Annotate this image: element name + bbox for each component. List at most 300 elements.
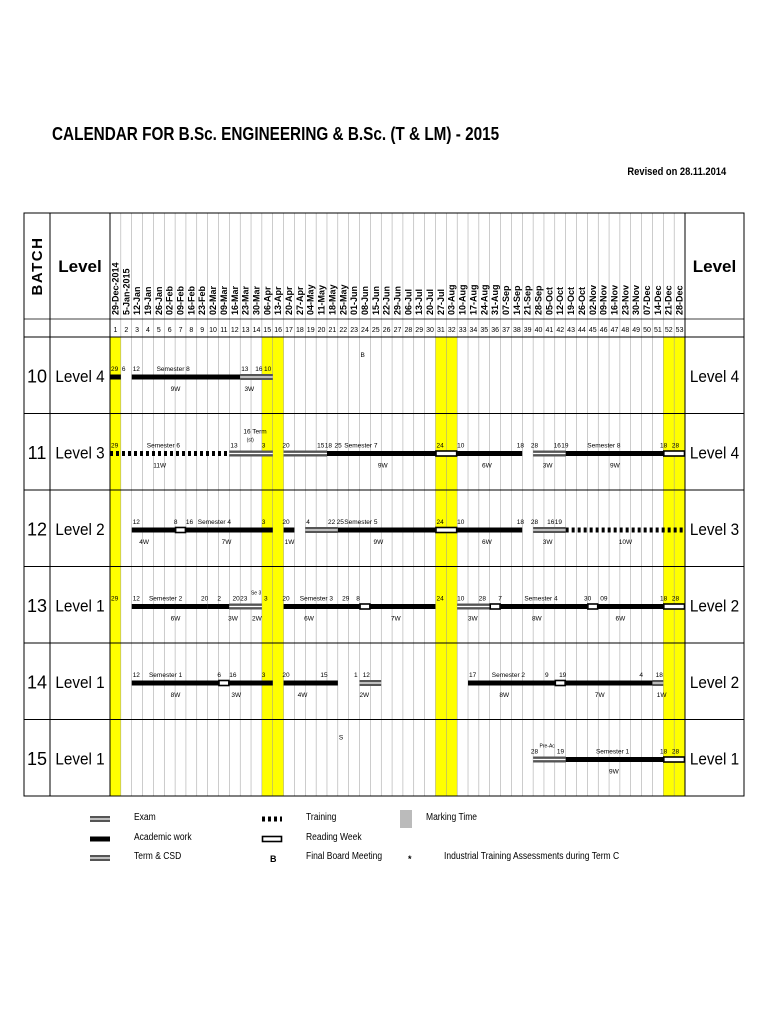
level-right: Level 3 <box>689 520 740 540</box>
row-13-academic-segment <box>598 604 663 609</box>
week-date-label: 11-May <box>316 284 327 315</box>
row-14-academic-segment <box>132 681 219 686</box>
row-14-label: Semester 1 <box>148 672 183 679</box>
week-number: 3 <box>135 327 140 334</box>
reading-week-bar <box>490 604 500 609</box>
week-number: 27 <box>393 327 402 334</box>
reading-week-bar <box>360 604 370 609</box>
academic-bar <box>457 451 522 456</box>
row-15-label: Semester 1 <box>595 748 630 756</box>
row-13-label: 28 <box>671 595 680 603</box>
academic-bar <box>457 528 522 533</box>
row-13-reading-segment <box>664 604 685 609</box>
week-number: 34 <box>469 327 478 334</box>
row-12-exam-segment <box>305 527 338 533</box>
academic-bar <box>229 681 272 686</box>
week-number: 21 <box>328 327 337 334</box>
row-13-label: 6W <box>615 615 626 623</box>
week-number: 51 <box>653 327 662 334</box>
week-number: 38 <box>512 327 521 334</box>
row-14-label: 12 <box>132 672 140 679</box>
reading-week-bar <box>176 528 186 533</box>
row-12-academic-segment <box>186 528 273 533</box>
row-14-label: 20 <box>282 672 290 679</box>
week-date-label: 01-Jun <box>349 285 360 315</box>
week-number: 33 <box>458 327 467 334</box>
row-12-label: 12 <box>132 519 140 526</box>
week-date-label: 31-Aug <box>490 284 501 315</box>
week-number: 49 <box>632 327 641 334</box>
week-date-label: 08-Jun <box>359 285 370 315</box>
week-date-label: 20-Apr <box>284 286 295 315</box>
row-13-label: 3 <box>263 595 268 603</box>
week-number: 41 <box>545 327 554 334</box>
row-14-label: 9 <box>544 672 549 679</box>
legend-term-csd-label: Term & CSD <box>134 851 182 862</box>
week-date-label: 03-Aug <box>446 284 457 315</box>
row-10-label: 16 <box>255 366 263 373</box>
row-13-label: 7W <box>390 615 401 623</box>
reading-week-bar <box>436 528 457 533</box>
row-12-reading-segment <box>176 528 186 533</box>
row-13-label: Se 3 <box>250 590 262 597</box>
academic-bar <box>468 681 555 686</box>
row-11-label: Semester 6 <box>146 442 181 450</box>
legend-industrial-training-assessments-during-term-c-label: Industrial Training Assessments during Term C <box>444 851 620 862</box>
level-left: Level 1 <box>55 597 105 616</box>
level-right: Level 1 <box>689 750 740 769</box>
batch-number: 13 <box>26 595 48 616</box>
row-11-exam-segment <box>284 451 327 457</box>
row-13-label: 6W <box>304 615 314 623</box>
row-12-label: 20 <box>282 519 290 526</box>
week-number: 43 <box>567 327 575 334</box>
row-12-label: 16 <box>185 519 194 526</box>
row-11-label: 13 <box>230 442 238 450</box>
week-number: 15 <box>263 327 272 334</box>
row-12-label: 25 <box>336 519 344 526</box>
week-date-label: 06-Apr <box>262 286 273 315</box>
week-number: 20 <box>317 327 326 334</box>
week-number: 8 <box>189 327 194 334</box>
row-15-exam-segment <box>533 757 566 763</box>
row-10-label: 29 <box>111 366 119 373</box>
level-left: Level 2 <box>55 520 105 540</box>
week-number: 19 <box>306 327 315 334</box>
week-date-label: 21-Dec <box>663 285 674 315</box>
week-number: 26 <box>382 327 391 334</box>
row-12-label: 6W <box>482 539 492 546</box>
week-date-label: 23-Nov <box>620 284 631 315</box>
week-number: 9 <box>200 327 205 334</box>
row-14-label: 2W <box>359 692 370 699</box>
week-number: 14 <box>252 327 261 334</box>
week-number: 53 <box>675 327 684 334</box>
row-13-label: 2 <box>217 595 221 603</box>
reading-week-bar <box>588 604 598 609</box>
row-12-academic-segment <box>457 528 522 533</box>
row-11-academic-segment <box>457 451 522 456</box>
row-13-label: 8 <box>356 595 360 603</box>
row-14-exam-segment <box>652 680 663 686</box>
row-14-label: 17 <box>469 672 477 679</box>
row-13-label: 2W <box>252 615 262 623</box>
row-11-label: 18 <box>516 442 524 450</box>
level-header-right: Level <box>692 257 737 276</box>
row-12-exam-segment <box>533 527 566 533</box>
row-13-label: 28 <box>478 595 487 603</box>
row-10-label: Semester 8 <box>156 366 190 373</box>
legend-industrial-training-assessments-during-term-c-symbol: * <box>408 854 412 864</box>
row-13-label: 6W <box>170 615 181 623</box>
week-date-label: 21-Sep <box>522 285 533 315</box>
row-14-label: 3 <box>261 672 266 679</box>
row-13-label: 12 <box>132 595 140 603</box>
row-13-academic-segment <box>208 604 230 609</box>
row-12-label: 3W <box>542 539 553 546</box>
week-number: 10 <box>209 327 217 334</box>
week-date-label: 16-Mar <box>229 285 240 315</box>
row-12-label: 7W <box>221 539 232 546</box>
row-14-academic-segment <box>229 681 272 686</box>
row-12-label: 4W <box>139 539 149 546</box>
week-date-label: 02-Mar <box>208 285 219 315</box>
academic-bar <box>132 375 240 380</box>
batch-header: BATCH <box>29 236 46 296</box>
week-number: 1 <box>113 327 118 334</box>
week-number: 42 <box>556 327 565 334</box>
week-date-label: 28-Sep <box>533 285 544 315</box>
week-date-label: 19-Oct <box>566 286 577 315</box>
reading-week-bar <box>555 681 565 686</box>
week-date-label: 27-Jul <box>435 288 446 315</box>
row-12-label: 18 <box>516 519 524 526</box>
week-number: 30 <box>426 327 434 334</box>
row-11-label: 16 <box>553 442 561 450</box>
legend-exam-swatch <box>90 816 110 822</box>
week-date-label: 12-Oct <box>555 286 566 315</box>
week-date-label: 04-May <box>305 284 316 315</box>
page-title: CALENDAR FOR B.Sc. ENGINEERING & B.Sc. (T & LM) - 2015 <box>52 124 500 144</box>
week-number: 47 <box>610 327 619 334</box>
week-date-label: 30-Mar <box>251 285 262 315</box>
academic-bar <box>284 528 295 533</box>
row-12-label: Semester 5 <box>344 519 378 526</box>
batch-number: 10 <box>26 366 48 387</box>
row-13-label: 30 <box>584 595 592 603</box>
row-15-academic-segment <box>566 757 664 762</box>
legend-marking-time-swatch <box>400 810 412 828</box>
week-date-label: 26-Oct <box>576 286 587 315</box>
level-right: Level 4 <box>689 367 740 387</box>
week-date-label: 16-Nov <box>609 284 620 315</box>
academic-bar <box>132 604 208 609</box>
week-date-label: 14-Dec <box>652 285 663 315</box>
row-11-label: Semester 7 <box>344 442 378 450</box>
level-header-left: Level <box>58 257 102 276</box>
row-13-label: Semester 2 <box>148 595 183 603</box>
row-14-academic-segment <box>468 681 555 686</box>
week-date-label: 07-Sep <box>500 285 511 315</box>
row-10-academic-segment <box>110 375 121 380</box>
week-date-label: 13-Apr <box>273 286 284 315</box>
row-13-academic-segment <box>370 604 435 609</box>
reading-week-bar <box>664 604 685 609</box>
week-date-label: 09-Mar <box>218 285 229 315</box>
week-number: 36 <box>491 327 500 334</box>
academic-bar <box>338 528 436 533</box>
week-number: 25 <box>371 327 380 334</box>
row-10-term-segment <box>240 374 273 380</box>
legend-marking-time-label: Marking Time <box>426 812 478 823</box>
row-15-label: 19 <box>556 748 565 756</box>
row-15-reading-segment <box>664 757 685 762</box>
row-10-label: 3W <box>244 386 255 393</box>
academic-bar <box>284 681 338 686</box>
level-left: Level 3 <box>55 444 105 463</box>
row-10-label: 10 <box>263 366 272 373</box>
row-14-label: 8W <box>499 692 510 699</box>
row-12-label: 10 <box>457 519 465 526</box>
row-12-label: 28 <box>530 519 539 526</box>
academic-bar <box>327 451 435 456</box>
row-13-exam-segment <box>457 604 490 610</box>
row-13-label: 20 <box>232 595 240 603</box>
row-11-academic-segment <box>566 451 664 456</box>
row-13-academic-segment <box>501 604 588 609</box>
week-date-label: 09-Feb <box>175 285 186 315</box>
week-number: 18 <box>295 327 304 334</box>
row-12-academic-segment <box>132 528 175 533</box>
row-13-label: 3W <box>228 615 238 623</box>
week-date-label: 13-Jul <box>414 288 425 315</box>
row-14-label: 15 <box>320 672 328 679</box>
row-14-label: 3W <box>231 692 242 699</box>
week-number: 17 <box>285 327 293 334</box>
legend-term-csd-swatch <box>90 855 110 861</box>
row-14-label: 4 <box>639 672 643 679</box>
row-10-academic-segment <box>132 375 240 380</box>
row-11-label: 18 <box>324 442 332 450</box>
row-11-label: 11W <box>153 462 167 470</box>
academic-bar <box>566 681 653 686</box>
row-13-reading-segment <box>490 604 500 609</box>
week-number: 32 <box>447 327 456 334</box>
week-date-label: 26-Jan <box>153 286 164 315</box>
week-number: 37 <box>502 327 510 334</box>
row-13-label: 29 <box>111 595 119 603</box>
row-12-reading-segment <box>436 528 457 533</box>
row-10-label: B <box>360 352 365 359</box>
row-14-label: 19 <box>559 672 567 679</box>
academic-bar <box>132 528 175 533</box>
week-date-label: 14-Sep <box>511 285 522 315</box>
week-date-label: 02-Nov <box>587 284 598 315</box>
row-10-label: 13 <box>241 366 249 373</box>
row-10-label: 6 <box>121 366 126 373</box>
row-11-reading-segment <box>436 451 457 456</box>
row-11-exam-segment <box>229 451 272 457</box>
row-14-academic-segment <box>566 681 653 686</box>
row-11-label: Semester 8 <box>587 442 621 450</box>
week-number: 11 <box>220 327 228 334</box>
row-11-label: 16 Term <box>243 428 267 436</box>
academic-bar <box>110 375 121 380</box>
row-13-reading-segment <box>360 604 370 609</box>
week-number: 2 <box>124 327 129 334</box>
row-11-label: 24 <box>436 442 444 450</box>
week-number: 52 <box>664 327 673 334</box>
level-right: Level 2 <box>689 597 740 616</box>
academic-bar <box>90 837 110 842</box>
row-12-label: 4 <box>306 519 310 526</box>
row-12-academic-segment <box>284 528 295 533</box>
row-14-label: 7W <box>594 692 605 699</box>
row-11-label: 20 <box>282 442 290 450</box>
week-number: 39 <box>523 327 532 334</box>
row-11-label: 25 <box>334 442 342 450</box>
row-11-label: 3 <box>261 442 266 450</box>
academic-bar <box>284 604 360 609</box>
legend-academic-work-swatch <box>90 837 110 842</box>
row-11-label: (st) <box>246 437 254 444</box>
row-13-label: 20 <box>201 595 209 603</box>
row-13-label: 10 <box>457 595 465 603</box>
batch-number: 11 <box>27 442 47 463</box>
week-number: 28 <box>404 327 413 334</box>
row-13-label: 18 <box>659 595 668 603</box>
reading-week-bar <box>219 681 229 686</box>
week-date-label: 23-Feb <box>197 285 208 315</box>
week-date-label: 18-May <box>327 284 338 315</box>
week-date-label: 29-Jun <box>392 285 403 315</box>
row-13-academic-segment <box>132 604 208 609</box>
week-date-label: 22-Jun <box>381 285 392 315</box>
row-15-label: S <box>338 734 344 742</box>
week-number: 50 <box>643 327 651 334</box>
legend-exam-label: Exam <box>134 812 156 823</box>
week-number: 40 <box>534 327 543 334</box>
week-date-label: 02-Feb <box>164 285 175 315</box>
week-number: 44 <box>578 327 586 334</box>
row-12-label: 3 <box>261 519 266 526</box>
reading-week-bar <box>664 757 685 762</box>
week-date-label: 12-Jan <box>132 286 143 315</box>
academic-bar <box>501 604 588 609</box>
academic-bar <box>566 757 664 762</box>
row-13-label: 3W <box>467 615 478 623</box>
row-12-label: 22 <box>327 519 336 526</box>
row-13-label: Semester 4 <box>524 595 558 603</box>
row-12-label: Semester 4 <box>197 519 232 526</box>
week-number: 46 <box>599 327 608 334</box>
reading-week-bar <box>263 837 282 842</box>
revised-date: Revised on 28.11.2014 <box>627 166 726 178</box>
row-15-label: 18 <box>659 748 668 756</box>
academic-bar <box>598 604 663 609</box>
batch-number: 14 <box>26 672 48 693</box>
row-11-label: 18 <box>659 442 668 450</box>
week-date-label: 06-Jul <box>403 288 414 315</box>
week-date-label: 09-Nov <box>598 284 609 315</box>
row-11-exam-segment <box>533 451 566 457</box>
week-number: 4 <box>146 327 150 334</box>
week-date-label: 25-May <box>338 284 349 315</box>
row-10-label: 9W <box>170 386 181 393</box>
week-number: 16 <box>274 327 283 334</box>
row-13-label: 23 <box>240 595 248 603</box>
week-date-label: 23-Mar <box>240 285 251 315</box>
row-11-label: 9W <box>377 462 388 470</box>
legend-final-board-meeting-label: Final Board Meeting <box>306 851 383 862</box>
week-date-label: 27-Apr <box>294 286 305 315</box>
week-number: 31 <box>436 327 445 334</box>
reading-week-bar <box>436 451 457 456</box>
level-left: Level 1 <box>55 673 105 693</box>
academic-bar <box>370 604 435 609</box>
row-14-label: 12 <box>362 672 370 679</box>
academic-bar <box>132 681 219 686</box>
row-11-label: 28 <box>671 442 680 450</box>
row-14-label: 1W <box>656 692 667 699</box>
legend-final-board-meeting-symbol: B <box>270 854 277 864</box>
week-date-label: 24-Aug <box>479 284 490 315</box>
row-15-label: Pre-Ac <box>539 743 555 750</box>
row-11-label: 19 <box>561 442 569 450</box>
row-12-label: 16 <box>547 519 555 526</box>
week-date-label: 29-Dec-2014 <box>110 262 121 315</box>
row-10-label: 12 <box>132 366 140 373</box>
week-date-label: 07-Dec <box>642 285 653 315</box>
row-11-label: 29 <box>111 442 119 450</box>
week-date-label: 15-Jun <box>370 285 381 315</box>
week-date-label: 28-Dec <box>674 285 685 315</box>
week-number: 13 <box>241 327 250 334</box>
row-11-academic-segment <box>327 451 435 456</box>
week-number: 48 <box>621 327 630 334</box>
level-left: Level 4 <box>55 367 105 387</box>
row-15-label: 9W <box>608 768 619 776</box>
legend-training-label: Training <box>306 812 337 823</box>
row-14-label: 16 <box>229 672 237 679</box>
row-13-label: 24 <box>436 595 444 603</box>
batch-number: 15 <box>26 748 48 769</box>
level-right: Level 4 <box>689 444 740 463</box>
week-date-label: 20-Jul <box>425 288 436 315</box>
row-14-reading-segment <box>555 681 565 686</box>
marking-time-box <box>400 810 412 828</box>
row-11-label: 3W <box>542 462 553 470</box>
week-number: 45 <box>588 327 597 334</box>
row-14-label: 18 <box>655 672 663 679</box>
week-date-label: 19-Jan <box>142 286 153 315</box>
week-number: 29 <box>415 327 424 334</box>
row-13-label: 09 <box>600 595 608 603</box>
row-11-label: 6W <box>482 462 492 470</box>
academic-bar <box>208 604 230 609</box>
row-13-exam-segment <box>229 604 262 610</box>
row-14-label: 4W <box>297 692 308 699</box>
row-13-label: 29 <box>342 595 350 603</box>
row-11-label: 15 <box>317 442 325 450</box>
week-number: 23 <box>350 327 359 334</box>
row-14-label: 1 <box>354 672 358 679</box>
week-number: 6 <box>167 327 172 334</box>
row-15-label: 28 <box>530 748 539 756</box>
row-13-label: Semester 3 <box>299 595 334 603</box>
row-13-label: 20 <box>282 595 290 603</box>
week-date-label: 30-Nov <box>631 284 642 315</box>
